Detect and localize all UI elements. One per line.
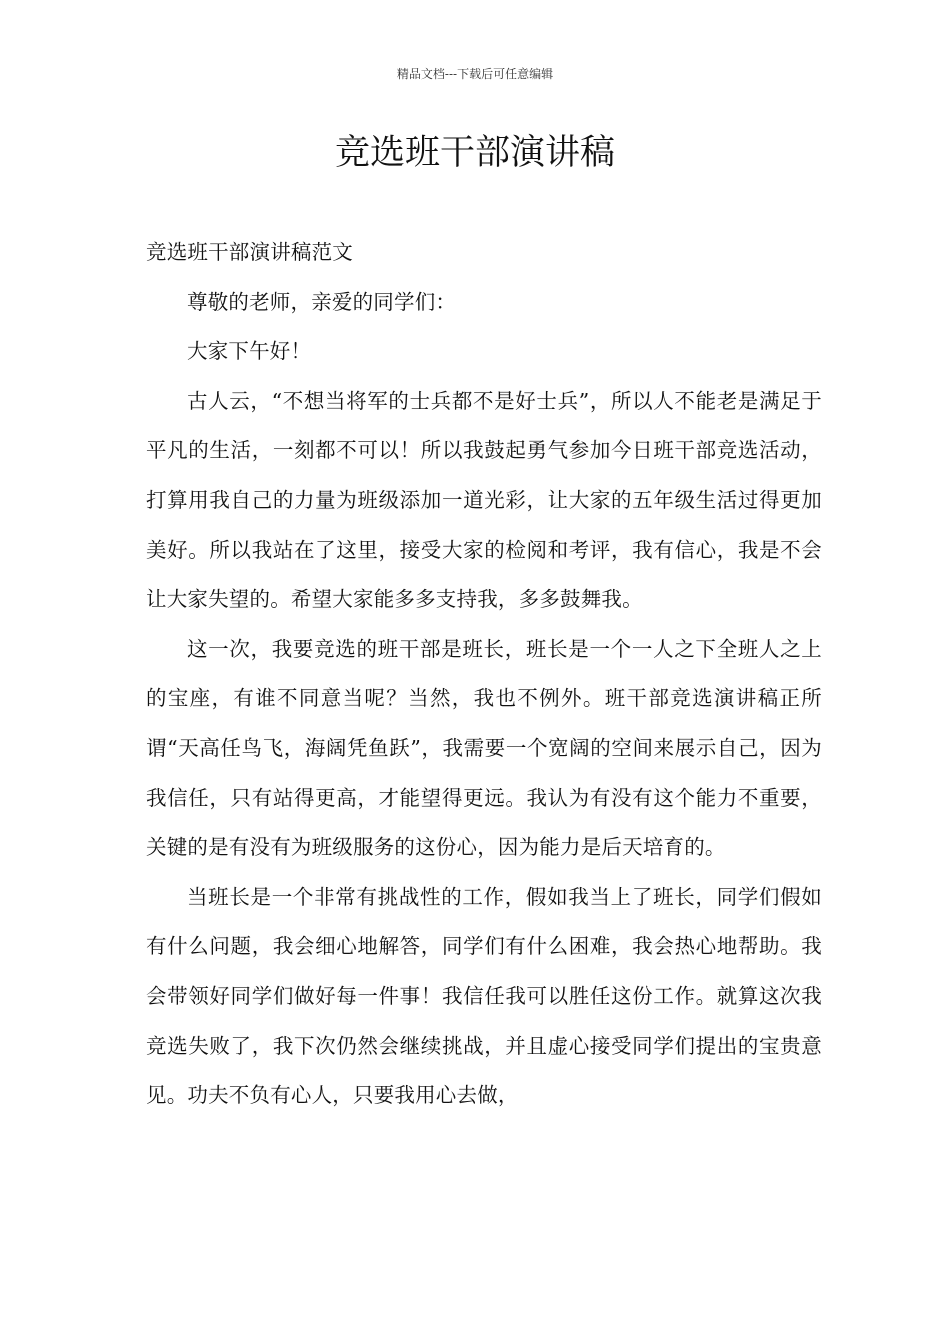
document-body [146,228,822,1121]
header-note: 精品文档---下载后可任意编辑 [396,67,554,81]
paragraph: 这一次，我要竞选的班干部是班长，班长是一个一人之下全班人之上的宝座，有谁不同意当呢？当然，我也不例外。班干部竞选演讲稿正所谓“天高任鸟飞，海阔凭鱼跃”，我需要一个宽阔的空间来展示自己，因为我信任，只有站得更高，才能望得更远。我认为有没有这个能力不重要，关键的是有没有为班级服务的这份心，因为能力是后天培育的。 [146,636,822,860]
paragraph-salutation: 尊敬的老师，亲爱的同学们： [187,289,457,314]
paragraph-greeting: 大家下午好！ [187,339,312,364]
document-subtitle: 竞选班干部演讲稿范文 [146,240,353,264]
paragraph: 当班长是一个非常有挑战性的工作，假如我当上了班长，同学们假如有什么问题，我会细心地解答，同学们有什么困难，我会热心地帮助。我会带领好同学们做好每一件事！我信任我可以胜任这份工作。就算这次我竞选失败了，我下次仍然会继续挑战，并且虚心接受同学们提出的宝贵意见。功夫不负有心人，只要我用心去做， [146,884,822,1108]
paragraph: 古人云，“不想当将军的士兵都不是好士兵”，所以人不能老是满足于平凡的生活，一刻都不可以！所以我鼓起勇气参加今日班干部竞选活动，打算用我自己的力量为班级添加一道光彩，让大家的五年级生活过得更加美好。所以我站在了这里，接受大家的检阅和考评，我有信心，我是不会让大家失望的。希望大家能多多支持我，多多鼓舞我。 [146,388,822,612]
document-title: 竞选班干部演讲稿 [334,133,615,173]
